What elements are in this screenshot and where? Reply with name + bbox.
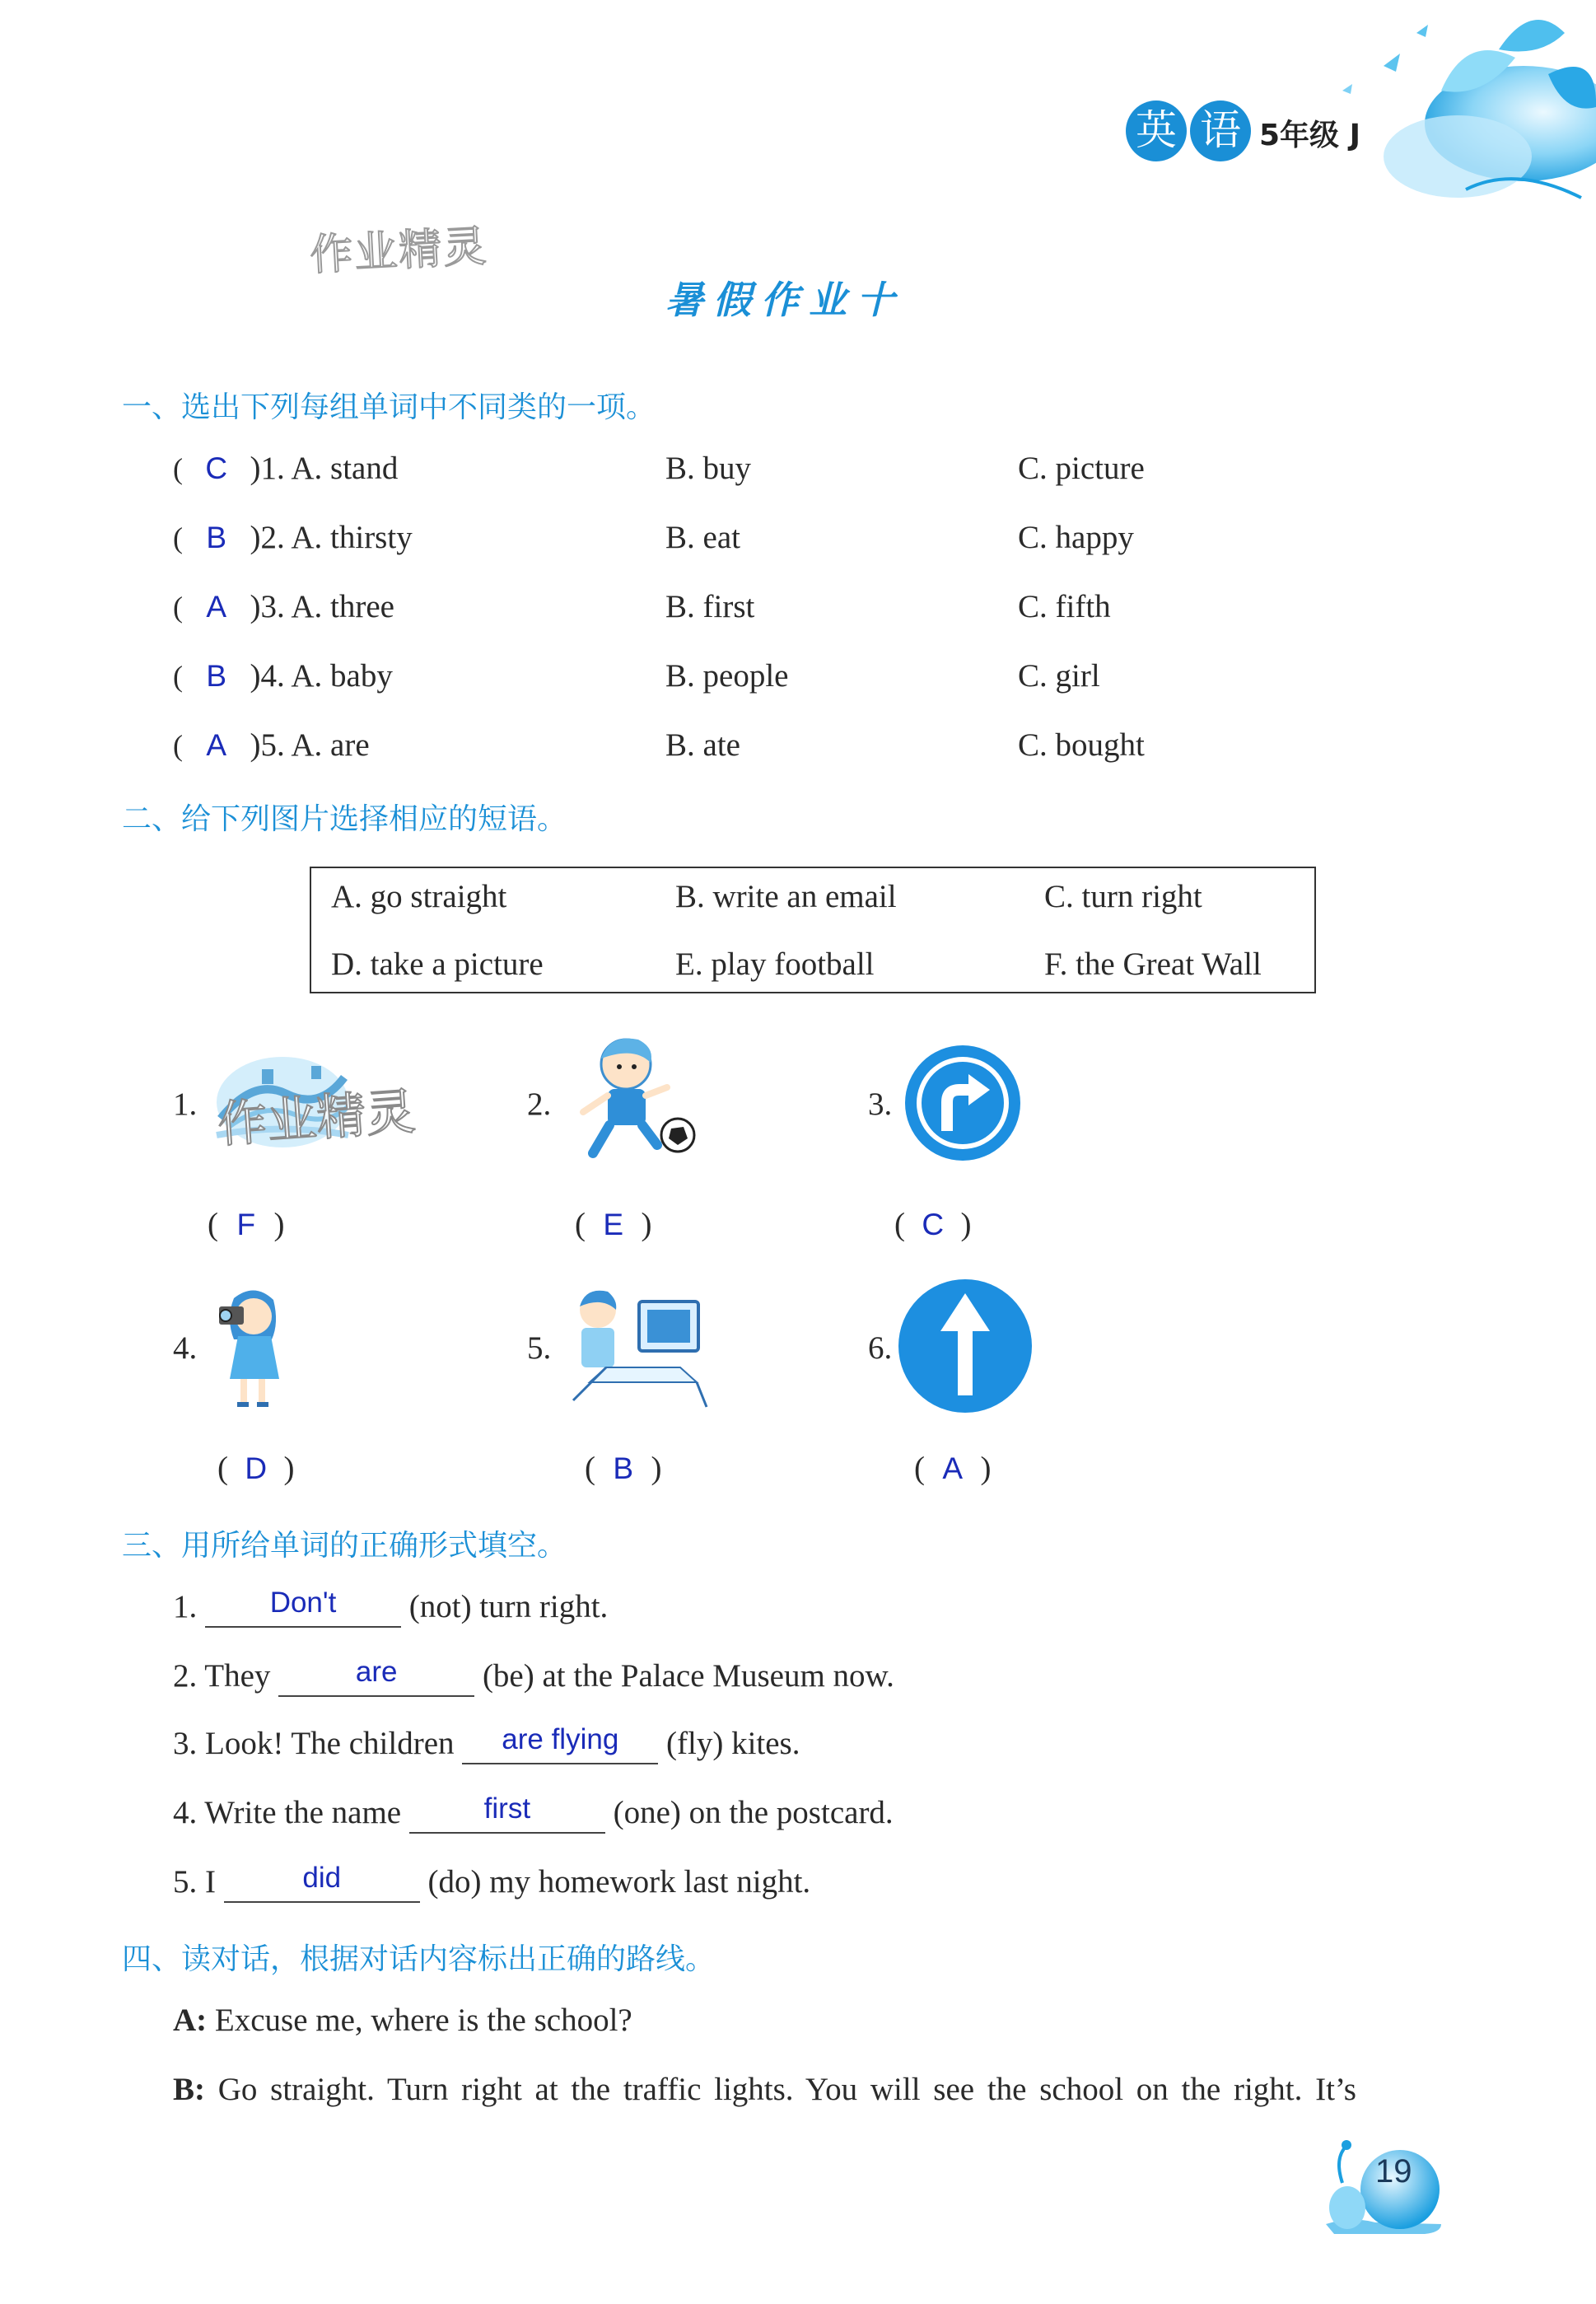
list-item: ( A )3. A. three [173, 589, 394, 624]
option-c: C. happy [1018, 520, 1134, 555]
answer-text: B [613, 1451, 634, 1485]
answer-paren: ( F ) [208, 1207, 285, 1242]
speaker-label: A: [173, 2003, 208, 2038]
fill-blank-item: 4. Write the name first (one) on the postcard. [173, 1794, 894, 1834]
option-b: B. buy [665, 451, 752, 486]
option-c: C. fifth [1018, 589, 1111, 624]
answer-text: are [355, 1656, 398, 1688]
picture-number: 5. [527, 1330, 552, 1366]
section3-heading: 三、用所给单词的正确形式填空。 [122, 1529, 567, 1563]
fill-blank-item: 2. They are (be) at the Palace Museum now. [173, 1657, 894, 1697]
grade-label: 5年级 J [1259, 119, 1360, 152]
option-b: B. ate [665, 727, 740, 763]
watermark: 作业精灵 [308, 222, 489, 281]
answer-blank [462, 1725, 658, 1764]
option-a: A. three [291, 589, 394, 624]
dialogue-line: B: Go straight. Turn right at the traffic lights. You will see the school on the right. It’s [173, 2072, 1356, 2107]
dialogue-line: A: Excuse me, where is the school? [173, 2003, 632, 2038]
answer-blank [224, 1863, 420, 1903]
subject-char-badge: 英 [1126, 100, 1187, 161]
picture-number: 6. [868, 1330, 893, 1366]
go-straight-sign-icon [898, 1278, 1033, 1414]
option-a: A. stand [291, 451, 399, 486]
option-a: A. thirsty [291, 520, 413, 555]
option-b: B. eat [665, 520, 740, 555]
answer-text: A [942, 1451, 964, 1485]
answer-text: C [205, 451, 228, 485]
list-item: ( B )2. A. thirsty [173, 520, 413, 555]
option-c: C. picture [1018, 451, 1145, 486]
answer-text: D [245, 1451, 268, 1485]
header-flower-decoration [1252, 0, 1596, 214]
answer-blank [278, 1657, 474, 1697]
item-number: )1. [250, 451, 285, 486]
answer-blank [205, 1588, 401, 1628]
phrase-option: D. take a picture [331, 946, 544, 982]
speaker-label: B: [173, 2072, 205, 2107]
boy-football-icon [560, 1030, 700, 1170]
answer-blank [409, 1794, 605, 1834]
answer-text: Don't [269, 1587, 337, 1619]
page-number: 19 [1375, 2153, 1412, 2190]
answer-text: did [302, 1862, 342, 1894]
list-item: ( B )4. A. baby [173, 658, 393, 694]
option-b: B. first [665, 589, 755, 624]
phrase-option: B. write an email [675, 879, 897, 914]
picture-number: 1. [173, 1087, 198, 1122]
answer-paren: ( E ) [575, 1207, 652, 1242]
picture-number: 2. [527, 1087, 552, 1122]
answer-text: B [206, 659, 227, 693]
answer-paren: ( B ) [585, 1451, 662, 1486]
section2-heading: 二、给下列图片选择相应的短语。 [122, 802, 567, 836]
list-item: ( C )1. A. stand [173, 451, 399, 486]
item-number: )3. [250, 589, 285, 624]
answer-text: F [236, 1208, 256, 1241]
subject-char-badge: 语 [1190, 100, 1251, 161]
answer-text: C [922, 1208, 945, 1241]
answer-text: A [206, 728, 227, 762]
option-b: B. people [665, 658, 789, 694]
page-title: 暑假作业十 [665, 278, 904, 322]
phrase-option: A. go straight [331, 879, 507, 914]
section4-heading: 四、读对话，根据对话内容标出正确的路线。 [122, 1942, 716, 1976]
fill-blank-item: 1. Don't (not) turn right. [173, 1588, 608, 1628]
option-c: C. girl [1018, 658, 1100, 694]
picture-number: 3. [868, 1087, 893, 1122]
girl-camera-icon [201, 1282, 300, 1414]
watermark: 作业精灵 [216, 1082, 418, 1155]
answer-text: E [603, 1208, 624, 1241]
answer-paren: ( D ) [217, 1451, 295, 1486]
answer-text: are flying [502, 1723, 619, 1755]
section1-heading: 一、选出下列每组单词中不同类的一项。 [122, 390, 656, 424]
option-a: A. baby [291, 658, 393, 694]
answer-paren: ( C ) [894, 1207, 972, 1242]
answer-text: B [206, 521, 227, 554]
answer-paren: ( A ) [914, 1451, 992, 1486]
answer-text: first [483, 1792, 531, 1825]
item-number: )4. [250, 658, 285, 694]
boy-computer-icon [557, 1285, 713, 1409]
fill-blank-item: 5. I did (do) my homework last night. [173, 1863, 810, 1903]
answer-text: A [206, 590, 227, 624]
phrase-option: E. play football [675, 946, 875, 982]
turn-right-sign-icon [904, 1045, 1021, 1161]
item-number: )5. [250, 727, 285, 763]
phrase-option: F. the Great Wall [1044, 946, 1262, 982]
item-number: )2. [250, 520, 285, 555]
phrase-option: C. turn right [1044, 879, 1202, 914]
option-c: C. bought [1018, 727, 1145, 763]
picture-number: 4. [173, 1330, 198, 1366]
option-a: A. are [291, 727, 370, 763]
list-item: ( A )5. A. are [173, 727, 370, 763]
fill-blank-item: 3. Look! The children are flying (fly) kites. [173, 1725, 800, 1764]
